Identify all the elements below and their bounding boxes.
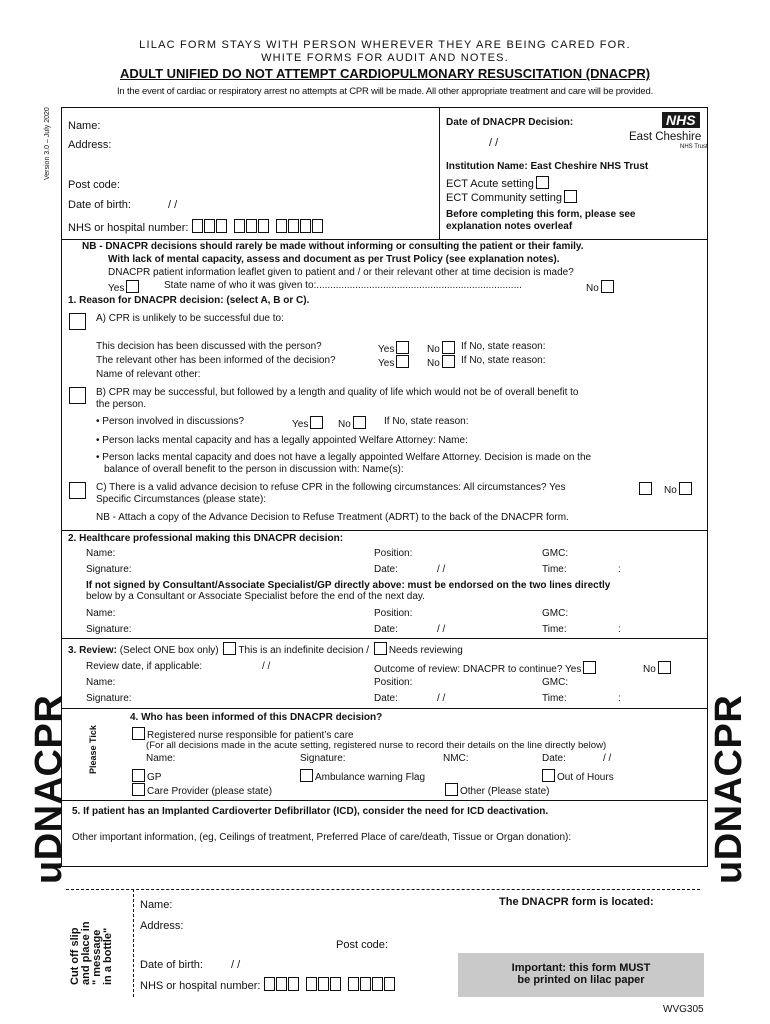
decision-date-slashes: / / [489, 137, 499, 149]
reason-c-label-1: C) There is a valid advance decision to refuse CPR in the following circumstances: All circumstances? Yes [96, 482, 566, 493]
person-involved: • Person involved in discussions? [96, 416, 245, 427]
nhs-logo: NHS [662, 112, 700, 128]
cutoff-line [66, 889, 700, 890]
important-box [458, 953, 704, 997]
s2-note-1-text: If not signed by Consultant/Associate Specialist/GP directly above: must be endorsed on the two lines directly [86, 580, 611, 591]
cutoff-instruction [70, 921, 114, 985]
cutoff-vertical-line [133, 889, 135, 997]
patient-address-label: Address: [68, 139, 112, 151]
s3-gmc: GMC: [542, 677, 569, 688]
section1-divider [61, 530, 707, 531]
slip-dob: Date of birth: [140, 959, 203, 971]
before-completing-2: explanation notes overleaf [446, 221, 573, 232]
involved-no[interactable] [338, 416, 368, 430]
s2-signature: Signature: [86, 564, 132, 575]
indefinite-checkbox[interactable] [223, 642, 236, 655]
reason-c-label-2: Specific Circumstances (please state): [96, 494, 267, 505]
ect-acute-checkbox[interactable] [536, 176, 549, 189]
cutoff-instruction-2: and place in [80, 921, 92, 985]
slip-dob-slashes: / / [231, 959, 241, 971]
top-divider [439, 107, 440, 239]
s3-signature: Signature: [86, 693, 132, 704]
s2-endorse-time-colon: : [618, 624, 621, 635]
s2-date-slashes: / / [437, 564, 446, 575]
outcome-yes-checkbox[interactable] [583, 661, 596, 674]
slip-nhs-label: NHS or hospital number: [140, 980, 261, 992]
s2-time-colon: : [618, 564, 621, 575]
involved-if-no: If No, state reason: [384, 416, 469, 427]
side-label-left: uDNACPR [28, 694, 70, 884]
please-tick-label: Please Tick [88, 725, 98, 774]
discussed-no[interactable] [427, 341, 457, 355]
slip-name: Name: [140, 899, 173, 911]
reason-b-label-2: the person. [96, 399, 147, 410]
header-line-2: WHITE FORMS FOR AUDIT AND NOTES. [261, 52, 509, 64]
involved-no-label: No [338, 419, 351, 430]
informed-no-checkbox[interactable] [442, 355, 455, 368]
outcome-no-checkbox[interactable] [658, 661, 671, 674]
rn-option[interactable] [130, 727, 354, 741]
reason-a-label: A) CPR is unlikely to be successful due to: [96, 313, 284, 324]
informed-no[interactable] [427, 355, 457, 369]
outcome-no[interactable] [643, 661, 673, 675]
patient-dob-label: Date of birth: [68, 199, 131, 211]
patient-nhs-number[interactable] [68, 219, 324, 234]
needs-review-label: Needs reviewing [388, 645, 463, 656]
rn-note: (For all decisions made in the acute setting, registered nurse to record their details on the line directly below) [146, 740, 607, 751]
ect-community-option[interactable] [446, 190, 579, 204]
leaflet-no-label: No [586, 283, 599, 294]
s4-date: Date: [542, 753, 566, 764]
s2-endorse-date: Date: [374, 624, 398, 635]
s2-endorse-gmc: GMC: [542, 608, 569, 619]
s3-date: Date: [374, 693, 398, 704]
involved-no-checkbox[interactable] [353, 416, 366, 429]
s3-time-colon: : [618, 693, 621, 704]
out-of-hours-option[interactable] [540, 769, 614, 783]
informed-yes[interactable] [378, 355, 411, 369]
slip-address: Address: [140, 920, 184, 932]
s3-time: Time: [542, 693, 567, 704]
cutoff-instruction-3: " message [91, 929, 103, 985]
leaflet-yes-checkbox[interactable] [126, 280, 139, 293]
all-circumstances-yes-checkbox[interactable] [639, 482, 652, 495]
cutoff-instruction-1: Cut off slip [69, 927, 81, 985]
reason-c-checkbox[interactable] [69, 482, 86, 499]
patient-divider [61, 239, 707, 240]
outcome-yes[interactable] [374, 661, 598, 675]
informed-no-label: No [427, 358, 440, 369]
form-code: WVG305 [663, 1004, 704, 1015]
relevant-other-informed: The relevant other has been informed of the decision? [96, 355, 336, 366]
informed-yes-checkbox[interactable] [396, 355, 409, 368]
s2-name: Name: [86, 548, 116, 559]
adrt-note: NB - Attach a copy of the Advance Decision to Refuse Treatment (ADRT) to the back of the DNACPR form. [96, 512, 569, 523]
review-date-slashes: / / [262, 661, 271, 672]
outcome-label: Outcome of review: DNACPR to continue? Yes [374, 664, 582, 675]
discussed-yes[interactable] [378, 341, 411, 355]
cutoff-instruction-4: in a bottle" [102, 927, 114, 985]
trust-name: East Cheshire [629, 131, 702, 143]
s2-endorse-date-slashes: / / [437, 624, 446, 635]
leaflet-state-name: State name of who it was given to:.......................................................................... [164, 280, 522, 291]
s2-date: Date: [374, 564, 398, 575]
discussed-no-label: No [427, 344, 440, 355]
side-label-right: uDNACPR [708, 694, 750, 884]
s3-position: Position: [374, 677, 413, 688]
nb-line-3: DNACPR patient information leaflet given to patient and / or their relevant other at time decision is made? [108, 267, 574, 278]
decision-date-label: Date of DNACPR Decision: [446, 117, 574, 128]
review-date-label: Review date, if applicable: [86, 661, 203, 672]
section1-title: 1. Reason for DNACPR decision: (select A, B or C). [68, 295, 310, 306]
all-circumstances-no[interactable] [664, 482, 694, 496]
important-line-1: Important: this form MUST [511, 962, 651, 974]
gp-option[interactable] [130, 769, 161, 783]
section4-title: 4. Who has been informed of this DNACPR decision? [130, 712, 383, 723]
care-provider-checkbox[interactable] [132, 783, 145, 796]
s2-note-2: below by a Consultant or Associate Specialist before the end of the next day. [86, 591, 425, 602]
section3-divider [61, 708, 707, 709]
care-provider-label: Care Provider (please state) [147, 786, 273, 797]
discussed-if-no: If No, state reason: [461, 341, 546, 352]
reason-a-checkbox[interactable] [69, 313, 86, 330]
needs-review-checkbox[interactable] [374, 642, 387, 655]
s3-date-slashes: / / [437, 693, 446, 704]
all-circumstances-no-label: No [664, 485, 677, 496]
patient-postcode-label: Post code: [68, 179, 120, 191]
discussed-yes-label: Yes [378, 344, 395, 355]
discussed-no-checkbox[interactable] [442, 341, 455, 354]
reason-b-label-1: B) CPR may be successful, but followed by a length and quality of life which would not be of overall benefit to [96, 387, 579, 398]
patient-dob-slashes: / / [168, 199, 178, 211]
form-title: ADULT UNIFIED DO NOT ATTEMPT CARDIOPULMONARY RESUSCITATION (DNACPR) [119, 66, 651, 81]
trust-sub: NHS Trust [680, 144, 708, 150]
s4-signature: Signature: [300, 753, 346, 764]
s2-endorse-signature: Signature: [86, 624, 132, 635]
ect-acute-option[interactable] [446, 176, 551, 190]
ambulance-label: Ambulance warning Flag [315, 772, 426, 783]
ambulance-option[interactable] [298, 769, 425, 783]
informed-if-no: If No, state reason: [461, 355, 546, 366]
s2-endorse-name: Name: [86, 608, 116, 619]
gp-label: GP [147, 772, 162, 783]
indefinite-label: This is an indefinite decision / [238, 645, 370, 656]
section3-title: 3. Review: [68, 645, 117, 656]
rn-label: Registered nurse responsible for patient’s care [147, 730, 354, 741]
discussed-yes-checkbox[interactable] [396, 341, 409, 354]
s2-position: Position: [374, 548, 413, 559]
ect-community-label: ECT Community setting [446, 192, 562, 204]
no-welfare-attorney-1: • Person lacks mental capacity and does not have a legally appointed Welfare Attorney. Decision is made on the [96, 452, 592, 463]
before-completing-1: Before completing this form, please see [446, 209, 636, 220]
slip-postcode: Post code: [336, 939, 388, 951]
s4-date-slashes: / / [603, 753, 612, 764]
s3-name: Name: [86, 677, 116, 688]
out-of-hours-label: Out of Hours [557, 772, 614, 783]
section4-divider [61, 800, 707, 801]
gp-checkbox[interactable] [132, 769, 145, 782]
slip-nhs[interactable] [140, 977, 396, 992]
s2-endorse-time: Time: [542, 624, 567, 635]
other-label: Other (Please state) [460, 786, 550, 797]
outcome-no-label: No [643, 664, 656, 675]
institution-name: Institution Name: East Cheshire NHS Trust [446, 161, 649, 172]
discussed-with-person: This decision has been discussed with the person? [96, 341, 322, 352]
out-of-hours-checkbox[interactable] [542, 769, 555, 782]
leaflet-yes-label: Yes [108, 283, 125, 294]
care-provider-option[interactable] [130, 783, 272, 797]
all-circumstances-no-checkbox[interactable] [679, 482, 692, 495]
version-text: Version 3.0 – July 2020 [44, 107, 51, 180]
involved-yes-checkbox[interactable] [310, 416, 323, 429]
involved-yes[interactable] [292, 416, 325, 430]
s2-endorse-position: Position: [374, 608, 413, 619]
leaflet-no-checkbox[interactable] [601, 280, 614, 293]
no-welfare-attorney-2: balance of overall benefit to the person in discussion with: Name(s): [104, 464, 404, 475]
s2-gmc: GMC: [542, 548, 569, 559]
patient-name-label: Name: [68, 120, 101, 132]
other-checkbox[interactable] [445, 783, 458, 796]
s4-nmc: NMC: [443, 753, 469, 764]
section3-header [68, 642, 463, 656]
involved-yes-label: Yes [292, 419, 309, 430]
welfare-attorney: • Person lacks mental capacity and has a legally appointed Welfare Attorney: Name: [96, 435, 468, 446]
relevant-other-name: Name of relevant other: [96, 369, 201, 380]
reason-b-checkbox[interactable] [69, 387, 86, 404]
important-line-2: be printed on lilac paper [517, 974, 645, 986]
ect-community-checkbox[interactable] [564, 190, 577, 203]
section3-select: (Select ONE box only) [119, 645, 219, 656]
section2-divider [61, 638, 707, 639]
nb-line-2: With lack of mental capacity, assess and document as per Trust Policy (see explanation notes). [108, 254, 560, 265]
patient-nhs-label: NHS or hospital number: [68, 222, 189, 234]
leaflet-no-option[interactable] [586, 280, 616, 294]
section2-title: 2. Healthcare professional making this DNACPR decision: [68, 533, 344, 544]
section5-title: 5. If patient has an Implanted Cardioverter Defibrillator (ICD), consider the need for ICD deactivation. [72, 806, 549, 817]
s4-name: Name: [146, 753, 176, 764]
ect-acute-label: ECT Acute setting [446, 178, 534, 190]
s2-note-1 [86, 580, 610, 591]
other-important-info: Other important information, (eg, Ceilings of treatment, Preferred Place of care/death, Tissue or Organ donation): [72, 832, 572, 843]
leaflet-yes-option[interactable] [108, 280, 141, 294]
informed-yes-label: Yes [378, 358, 395, 369]
nb-line-1: NB - DNACPR decisions should rarely be made without informing or consulting the patient or their family. [82, 241, 584, 252]
rn-checkbox[interactable] [132, 727, 145, 740]
slip-located: The DNACPR form is located: [499, 896, 654, 908]
ambulance-checkbox[interactable] [300, 769, 313, 782]
form-intro: In the event of cardiac or respiratory arrest no attempts at CPR will be made. All other appropriate treatment and care will be provided. [116, 86, 654, 97]
other-option[interactable] [443, 783, 549, 797]
header-line-1: LILAC FORM STAYS WITH PERSON WHEREVER THEY ARE BEING CARED FOR. [139, 39, 631, 51]
s2-time: Time: [542, 564, 567, 575]
